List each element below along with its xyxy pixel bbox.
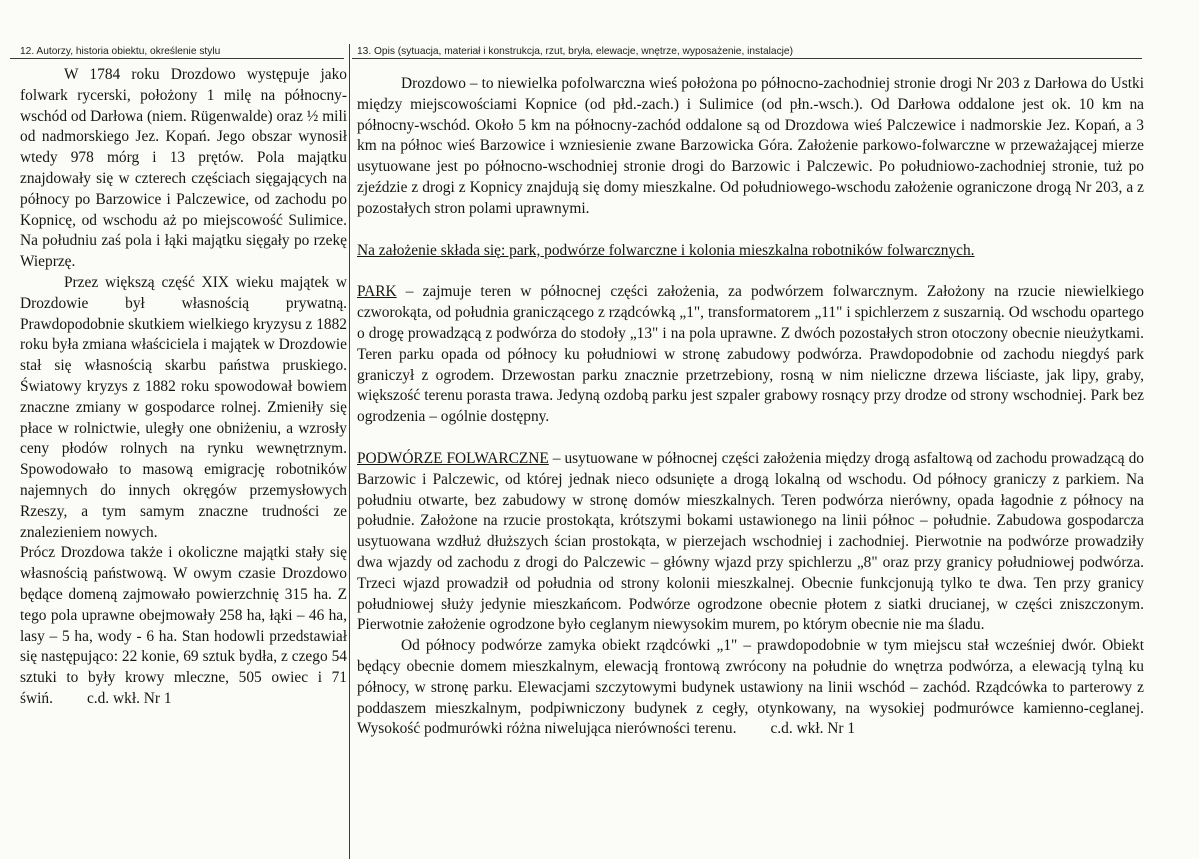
composition-text: Na założenie składa się: park, podwórze folwarczne i kolonia mieszkalna robotników folwarcznych. bbox=[357, 241, 975, 259]
composition-line bbox=[357, 241, 1144, 262]
rzadcowka-paragraph bbox=[357, 636, 1144, 740]
location-paragraph: Drozdowo – to niewielka pofolwarczna wieś położona po północno-zachodniej stronie drogi Nr 203 z Darłowa do Ustki między miejscowościami Kopnice (od płd.-zach.) i Sulimice (od płn.-wsch.). Od Darłowa oddalone jest ok. 10 km na północny-wschód. Około 5 km na północny-zachód oddalone są od Drozdowa wieś Palczewice i nadmorskie Jez. Kopań, a 3 km na północ wieś Barzowice i wzniesienie zwane Barzowicka Góra. Założenie parkowo-folwarczne w przeważającej mierze usytuowane jest po północno-wschodniej stronie drogi do Barzowic i Palczewic. Po południowo-zachodniej stronie, tuż po zjeździe z drogi z Kopnicy znajdują się domy mieszkalne. Od południowego-wschodu założenie ograniczone drogą Nr 203, a z pozostałych stron polami uprawnymi. bbox=[357, 75, 1144, 217]
heading-rule-left bbox=[10, 58, 344, 59]
park-paragraph bbox=[357, 282, 1144, 428]
history-paragraph-3-text: Prócz Drozdowa także i okoliczne majątki stały się własnością państwową. W owym czasie Drozdowo będące domeną zajmowało powierzchnię 315 ha. Z tego pola uprawne obejmowały 258 ha, łąki – 46 ha, lasy – 5 ha, wody - 6 ha. Stan hodowli przedstawiał się następująco: 22 konie, 69 sztuk bydła, z czego 54 sztuki to były krowy mleczne, 505 owiec i 71 świń. bbox=[20, 544, 347, 707]
park-text: – zajmuje teren w północnej części założenia, za podwórzem folwarcznym. Założony na rzucie niewielkiego czworokąta, od południa graniczącego z rządcówką „1", transformatorem „11" i spichlerzem z suszarnią. Od wschodu opartego o drogę prowadzącą z podwórza do stodoły „13" i na pola uprawne. Z dwóch pozostałych stron otoczony obecnie nieużytkami. Teren parku opada od północy ku południowi w stronę zabudowy podwórza. Prawdopodobnie od zachodu niegdyś park graniczył z ogrodem. Drzewostan parku znacznie przetrzebiony, rosną w nim nieliczne drzewa liściaste, jak lipy, graby, większość terenu porasta trawa. Jedyną ozdobą parku jest szpaler grabowy rosnący przy drodze od strony wschodniej. Park bez ogrodzenia – ogólnie dostępny. bbox=[357, 283, 1144, 426]
podworze-paragraph bbox=[357, 449, 1144, 636]
column-divider bbox=[349, 44, 350, 859]
podworze-label: PODWÓRZE FOLWARCZNE bbox=[357, 449, 549, 467]
history-paragraph-3 bbox=[20, 543, 347, 709]
section-12-heading: 12. Autorzy, historia obiektu, określenie stylu bbox=[20, 46, 221, 57]
heading-rule-right bbox=[352, 58, 1142, 59]
park-label: PARK bbox=[357, 283, 397, 301]
history-column bbox=[20, 65, 347, 710]
rzadcowka-text: Od północy podwórze zamyka obiekt rządcówki „1" – prawdopodobnie w tym miejscu stał wcześniej dwór. Obiekt będący obecnie domem mieszkalnym, elewacją frontową zwrócony na południe do wnętrza podwórza, a elewacją tylną ku północy, w stronę parku. Elewacjami szczytowymi budynek ustawiony na linii wschód – zachód. Rządcówka to parterowy z poddaszem mieszkalnym, podpiwniczony budynek z cegły, otynkowany, na wysokiej podmurówce kamienno-ceglanej. Wysokość podmurówki różna niwelująca nierówności terenu. bbox=[357, 637, 1144, 738]
section-13-heading: 13. Opis (sytuacja, materiał i konstrukcja, rzut, bryła, elewacje, wnętrze, wyposażenie, instalacje) bbox=[357, 46, 793, 57]
continuation-note-right: c.d. wkł. Nr 1 bbox=[770, 720, 856, 738]
description-column bbox=[357, 74, 1144, 740]
history-paragraph-2: Przez większą część XIX wieku majątek w Drozdowie był własnością prywatną. Prawdopodobnie skutkiem wielkiego kryzysu z 1882 roku była zmiana właściciela i majątek w Drozdowie stał się własnością skarbu państwa pruskiego. Światowy kryzys z 1882 roku spowodował bowiem znaczne zmiany w gospodarce rolnej. Zmieniły się płace w rolnictwie, uległy one obniżeniu, a wzrosły ceny płodów rolnych na rynku wewnętrznym. Spowodowało to masową emigrację robotników najemnych do innych okręgów przemysłowych Rzeszy, a tym samym znaczne trudności ze znalezieniem nowych. bbox=[20, 273, 347, 541]
continuation-note-left: c.d. wkł. Nr 1 bbox=[86, 689, 172, 707]
podworze-text: – usytuowane w północnej części założenia między drogą asfaltową od zachodu prowadzącą do Barzowic i Palczewic, od której jednak nieco odsunięte a drogą lokalną od wschodu. Od północy graniczy z parkiem. Na południu otwarte, bez zabudowy w stronę domów mieszkalnych. Teren podwórza nierówny, opada łagodnie z północy na południe. Założone na rzucie prostokąta, krótszymi bokami ustawionego na linii północ – południe. Zabudowa gospodarcza usytuowana wzdłuż dłuższych ścian prostokąta, w pierzejach wschodniej i zachodniej. Pierwotnie na podwórze prowadziły dwa wjazdy od zachodu z drogi do Palczewic – główny wjazd przy spichlerzu „8" oraz przy granicy południowej podwórza. Trzeci wjazd prowadził od południa od strony kolonii mieszkalnej. Obecnie funkcjonują tylko te dwa. Ten przy granicy południowej służy jedynie mieszkańcom. Podwórze ogrodzone obecnie płotem z siatki drucianej, w części zniszczonym. Pierwotnie założenie ogrodzone było ceglanym niewysokim murem, po którym obecnie nie ma śladu. bbox=[357, 449, 1144, 634]
history-paragraph-1: W 1784 roku Drozdowo występuje jako folwark rycerski, położony 1 milę na północny-wschód od Darłowa (niem. Rügenwalde) oraz ½ mili od nadmorskiego Jez. Kopań. Jego obszar wynosił wtedy 978 mórg i 13 prętów. Pola majątku znajdowały się w czterech częściach sięgających na północy po Barzowice i Palczewice, od zachodu po Kopnicę, od wschodu aż po miejscowość Sulimice. Na południu zaś pola i łąki majątku sięgały po rzekę Wieprzę. bbox=[20, 66, 347, 271]
